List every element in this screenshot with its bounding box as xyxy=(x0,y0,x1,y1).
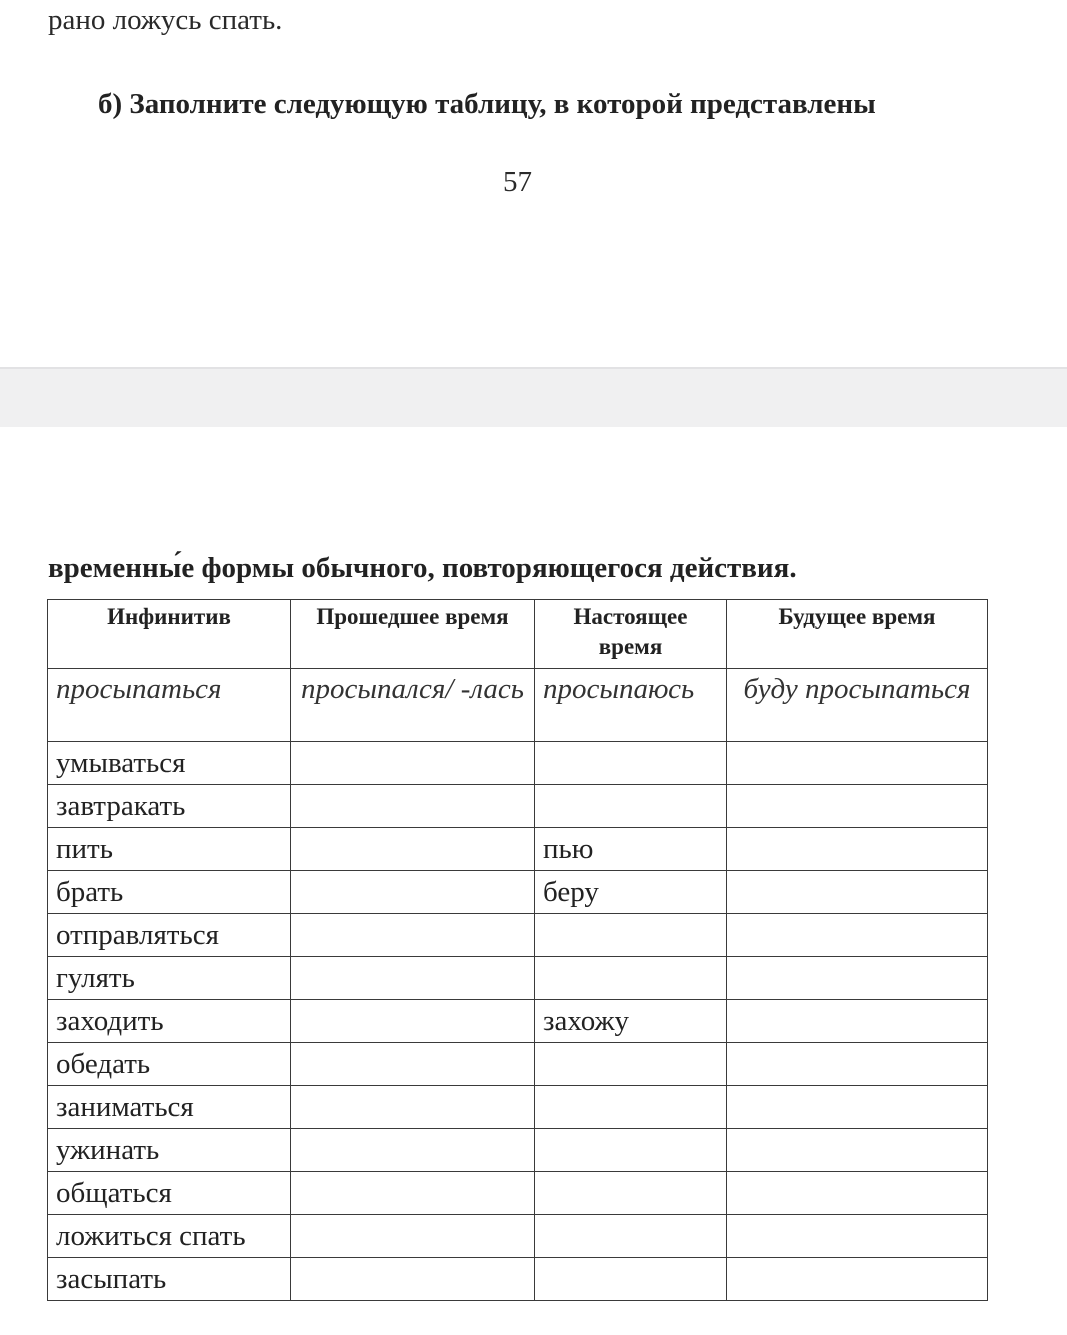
cell-present[interactable] xyxy=(535,742,727,785)
cell-future[interactable] xyxy=(727,1129,988,1172)
page-number: 57 xyxy=(503,166,532,198)
table-row xyxy=(48,914,988,957)
table-row xyxy=(48,871,988,914)
cell-future[interactable] xyxy=(727,785,988,828)
cell-past[interactable] xyxy=(291,1043,535,1086)
example-past: просыпался/ -лась xyxy=(291,669,535,742)
cell-future[interactable] xyxy=(727,828,988,871)
cell-past[interactable] xyxy=(291,914,535,957)
example-row xyxy=(48,669,988,742)
cell-future[interactable] xyxy=(727,1043,988,1086)
cell-infinitive: умываться xyxy=(48,742,291,785)
example-infinitive: просыпаться xyxy=(48,669,291,742)
previous-text-line: рано ложусь спать. xyxy=(48,4,283,36)
header-infinitive: Инфинитив xyxy=(48,600,291,669)
cell-present[interactable] xyxy=(535,1172,727,1215)
table-row xyxy=(48,828,988,871)
task-heading-continuation: временны́е формы обычного, повторяющегося действия. xyxy=(48,552,797,584)
example-present: просыпаюсь xyxy=(535,669,727,742)
example-future: буду просыпаться xyxy=(727,669,988,742)
cell-present[interactable] xyxy=(535,1258,727,1301)
cell-infinitive: отправляться xyxy=(48,914,291,957)
cell-future[interactable] xyxy=(727,1000,988,1043)
page-top xyxy=(0,0,1067,367)
header-past: Прошедшее время xyxy=(291,600,535,669)
cell-future[interactable] xyxy=(727,871,988,914)
cell-infinitive: ужинать xyxy=(48,1129,291,1172)
table-row xyxy=(48,1086,988,1129)
cell-past[interactable] xyxy=(291,871,535,914)
cell-past[interactable] xyxy=(291,1000,535,1043)
cell-infinitive: ложиться спать xyxy=(48,1215,291,1258)
table-row xyxy=(48,1043,988,1086)
table-row xyxy=(48,1215,988,1258)
cell-infinitive: засыпать xyxy=(48,1258,291,1301)
table-row xyxy=(48,742,988,785)
table-row xyxy=(48,1000,988,1043)
cell-past[interactable] xyxy=(291,828,535,871)
cell-present[interactable] xyxy=(535,1086,727,1129)
cell-past[interactable] xyxy=(291,1258,535,1301)
cell-future[interactable] xyxy=(727,742,988,785)
header-present: Настоящее время xyxy=(535,600,727,669)
cell-past[interactable] xyxy=(291,1129,535,1172)
cell-future[interactable] xyxy=(727,957,988,1000)
table-row xyxy=(48,1129,988,1172)
cell-future[interactable] xyxy=(727,1258,988,1301)
cell-infinitive: завтракать xyxy=(48,785,291,828)
verb-forms-table xyxy=(47,599,988,1301)
cell-infinitive: пить xyxy=(48,828,291,871)
table-row xyxy=(48,957,988,1000)
table-row xyxy=(48,785,988,828)
cell-future[interactable] xyxy=(727,914,988,957)
table-header-row xyxy=(48,600,988,669)
cell-infinitive: брать xyxy=(48,871,291,914)
cell-infinitive: гулять xyxy=(48,957,291,1000)
cell-present[interactable] xyxy=(535,785,727,828)
cell-present[interactable] xyxy=(535,1129,727,1172)
cell-present[interactable] xyxy=(535,1215,727,1258)
cell-infinitive: общаться xyxy=(48,1172,291,1215)
cell-present[interactable] xyxy=(535,957,727,1000)
cell-infinitive: обедать xyxy=(48,1043,291,1086)
cell-present[interactable] xyxy=(535,1043,727,1086)
cell-past[interactable] xyxy=(291,1172,535,1215)
cell-past[interactable] xyxy=(291,957,535,1000)
table-row xyxy=(48,1172,988,1215)
cell-future[interactable] xyxy=(727,1086,988,1129)
cell-present[interactable]: пью xyxy=(535,828,727,871)
cell-present[interactable]: беру xyxy=(535,871,727,914)
cell-infinitive: заходить xyxy=(48,1000,291,1043)
task-heading: б) Заполните следующую таблицу, в которой представлены xyxy=(98,88,876,120)
table-row xyxy=(48,1258,988,1301)
cell-present[interactable]: захожу xyxy=(535,1000,727,1043)
cell-future[interactable] xyxy=(727,1215,988,1258)
page-separator xyxy=(0,367,1067,427)
cell-past[interactable] xyxy=(291,742,535,785)
cell-past[interactable] xyxy=(291,1086,535,1129)
cell-past[interactable] xyxy=(291,1215,535,1258)
cell-present[interactable] xyxy=(535,914,727,957)
cell-future[interactable] xyxy=(727,1172,988,1215)
cell-infinitive: заниматься xyxy=(48,1086,291,1129)
cell-past[interactable] xyxy=(291,785,535,828)
header-future: Будущее время xyxy=(727,600,988,669)
